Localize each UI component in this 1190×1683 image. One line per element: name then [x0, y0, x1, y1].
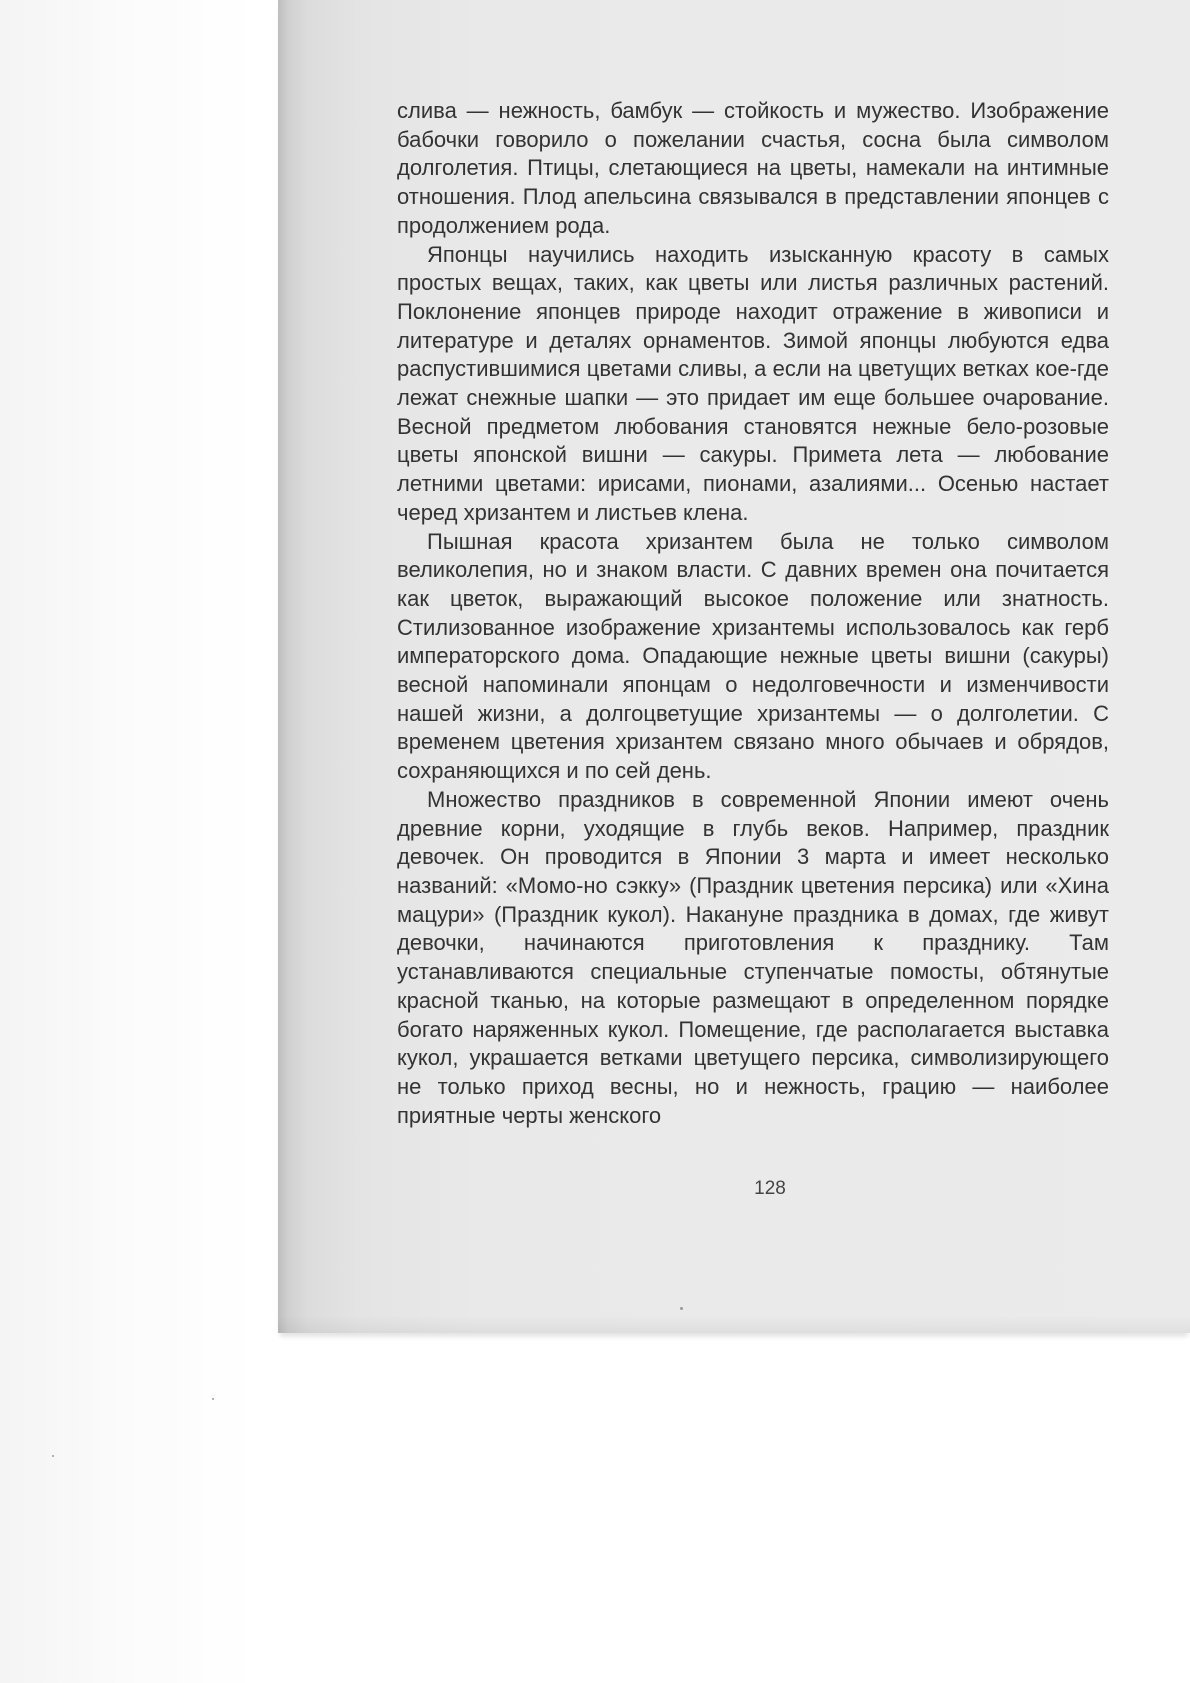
- paragraph: Множество праздников в современной Японии имеют очень древние корни, уходящие в глубь веков. Например, праздник девочек. Он проводится в Японии 3 марта и имеет несколько названий: «Момо-но сэкку» (Праздник цветения персика) или «Хина мацури» (Праздник кукол). Накануне праздника в домах, где живут девочки, начинаются приготовления к празднику. Там устанавливаются специальные ступенчатые помосты, обтянутые красной тканью, на которые размещают в определенном порядке богато наряженных кукол. Помещение, где располагается выставка кукол, украшается ветками цветущего персика, символизирующего не только приход весны, но и нежность, грацию — наиболее приятные черты женского: [397, 786, 1109, 1128]
- scan-speck: [680, 1307, 683, 1310]
- page-number: 128: [754, 1178, 786, 1199]
- page-text: [397, 97, 1109, 1130]
- paragraph-continuation: слива — нежность, бамбук — стойкость и мужество. Изображение бабочки говорило о пожелании счастья, сосна была символом долголетия. Птицы, слетающиеся на цветы, намекали на интимные отношения. Плод апельсина связывался в представлении японцев с продолжением рода.: [397, 98, 1109, 238]
- scan-speck: [52, 1455, 54, 1457]
- scan-speck: [212, 1398, 214, 1400]
- paragraph: Пышная красота хризантем была не только символом великолепия, но и знаком власти. С давних времен она почитается как цветок, выражающий высокое положение или знатность. Стилизованное изображение хризантемы использовалось как герб императорского дома. Опадающие нежные цветы вишни (сакуры) весной напоминали японцам о недолговечности и изменчивости нашей жизни, а долгоцветущие хризантемы — о долголетии. С временем цветения хризантем связано много обычаев и обрядов, сохраняющихся и по сей день.: [397, 528, 1109, 784]
- paragraph: Японцы научились находить изысканную красоту в самых простых вещах, таких, как цветы или листья различных растений. Поклонение японцев природе находит отражение в живописи и литературе и деталях орнаментов. Зимой японцы любуются едва распустившимися цветами сливы, а если на цветущих ветках кое-где лежат снежные шапки — это придает им еще большее очарование. Весной предметом любования становятся нежные бело-розовые цветы японской вишни — сакуры. Примета лета — любование летними цветами: ирисами, пионами, азалиями... Осенью настает черед хризантем и листьев клена.: [397, 241, 1109, 525]
